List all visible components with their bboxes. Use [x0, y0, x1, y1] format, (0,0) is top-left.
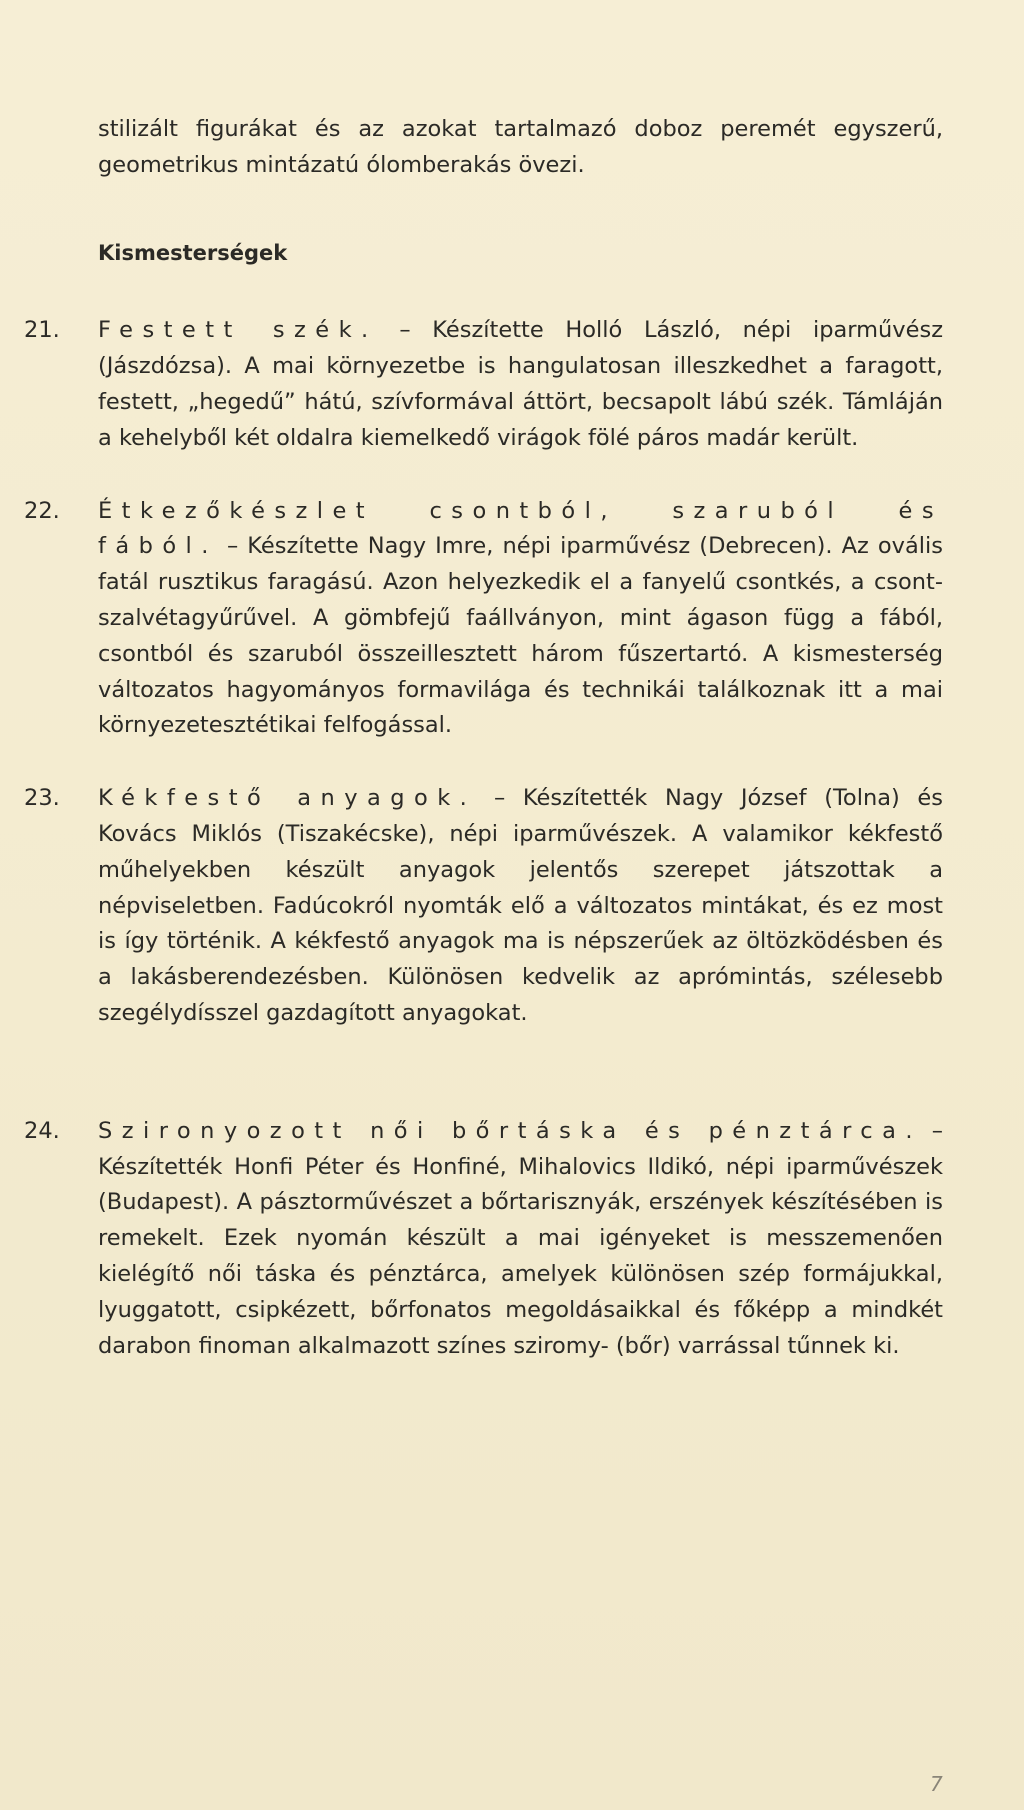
entry-body: Étkezőkészlet csontból, szaruból és fából. – Készítette Nagy Imre, népi iparművész (Debrecen). Az ovális fatál rusztikus faragású. Azon helyezkedik el a fanyelű csontkés, a csont-szalvétagyűrűvel. A gömbfejű faállványon, mint ágason függ a fából, csontból és szaruból összeillesztett három fűszertartó. A kismesterség változatos hagyományos formavilága és technikái találkoznak itt a mai környezetesztétikai felfogással. — [98, 497, 943, 739]
entry-number: 21. — [24, 317, 60, 344]
entry-body: Festett szék. – Készítette Holló László, népi iparművész (Jászdózsa). A mai környezetbe is hangulatosan illeszkedhet a faragott, festett, „hegedű” hátú, szívformával áttört, becsapolt lábú szék. Támláján a kehelyből két oldalra kiemelkedő virágok fölé páros madár került. — [98, 317, 943, 451]
entry-text: Készítette Nagy Imre, népi iparművész (Debrecen). Az ovális fatál rusztikus faragású. Azon helyezkedik el a fanyelű csontkés, a csont-szalvétagyűrűvel. A gömbfejű faállványon, mint ágason függ a fából, csontból és szaruból összeillesztett három fűszertartó. A kismesterség változatos hagyományos formavilága és technikái találkoznak itt a mai környezetesztétikai felfogással. — [98, 533, 943, 739]
entry-body: Kékfestő anyagok. – Készítették Nagy József (Tolna) és Kovács Miklós (Tiszakécske), népi iparművészek. A valamikor kékfestő műhelyekben készült anyagok jelentős szerepet játszottak a népviseletben. Fadúcokról nyomták elő a változatos mintákat, és ez most is így történik. A kékfestő anyagok ma is népszerűek az öltözködésben és a lakásberendezésben. Különösen kedvelik az aprómintás, szélesebb szegélydísszel gazdagított anyagokat. — [98, 785, 944, 1026]
page-number: 7 — [930, 1772, 943, 1796]
catalog-entry-23 — [24, 781, 944, 1032]
entry-text: Készítették Nagy József (Tolna) és Kovács Miklós (Tiszakécske), népi iparművészek. A valamikor kékfestő műhelyekben készült anyagok jelentős szerepet játszottak a népviseletben. Fadúcokról nyomták elő a változatos mintákat, és ez most is így történik. A kékfestő anyagok ma is népszerűek az öltözködésben és a lakásberendezésben. Különösen kedvelik az aprómintás, szélesebb szegélydísszel gazdagított anyagokat. — [98, 785, 944, 1026]
entry-number: 22. — [24, 497, 60, 524]
page-content — [24, 112, 944, 1401]
catalog-entries — [24, 313, 944, 1364]
entry-text: Készítette Holló László, népi iparművész (Jászdózsa). A mai környezetbe is hangulatosan illeszkedhet a faragott, festett, „hegedű” hátú, szívformával áttört, becsapolt lábú szék. Támláján a kehelyből két oldalra kiemelkedő virágok fölé páros madár került. — [98, 317, 943, 451]
entry-number: 24. — [24, 1117, 60, 1144]
entry-text: Készítették Honfi Péter és Honfiné, Mihalovics Ildikó, népi iparművészek (Budapest). A pásztorművészet a bőrtarisznyák, erszények készítésében is remekelt. Ezek nyomán készült a mai igényeket is messzemenően kielégítő női táska és pénztárca, amelyek különösen szép formájukkal, lyuggatott, csipkézett, bőrfonatos megoldásaikkal és főképp a mindkét darabon finoman alkalmazott színes sziromy- (bőr) varrással tűnnek ki. — [98, 1153, 943, 1359]
entry-title: Festett szék. — [98, 317, 378, 344]
catalog-entry-22 — [24, 494, 943, 745]
entry-title: Szironyozott női bőrtáska és pénztárca. — [98, 1117, 922, 1144]
catalog-entry-24 — [24, 1114, 944, 1365]
entry-body: Szironyozott női bőrtáska és pénztárca. – Készítették Honfi Péter és Honfiné, Mihalovics Ildikó, népi iparművészek (Budapest). A pásztorművészet a bőrtarisznyák, erszények készítésében is remekelt. Ezek nyomán készült a mai igényeket is messzemenően kielégítő női táska és pénztárca, amelyek különösen szép formájukkal, lyuggatott, csipkézett, bőrfonatos megoldásaikkal és főképp a mindkét darabon finoman alkalmazott színes sziromy- (bőr) varrással tűnnek ki. — [98, 1117, 944, 1359]
entry-title: Étkezőkészlet csontból, szaruból és fából. — [98, 497, 943, 560]
entry-number: 23. — [24, 785, 60, 812]
section-heading: Kismesterségek — [98, 240, 288, 265]
entry-title: Kékfestő anyagok. — [98, 785, 477, 812]
catalog-entry-21 — [24, 313, 943, 456]
intro-paragraph: stilizált figurákat és az azokat tartalmazó doboz peremét egyszerű, geometrikus mintázatú ólomberakás övezi. — [98, 116, 943, 178]
